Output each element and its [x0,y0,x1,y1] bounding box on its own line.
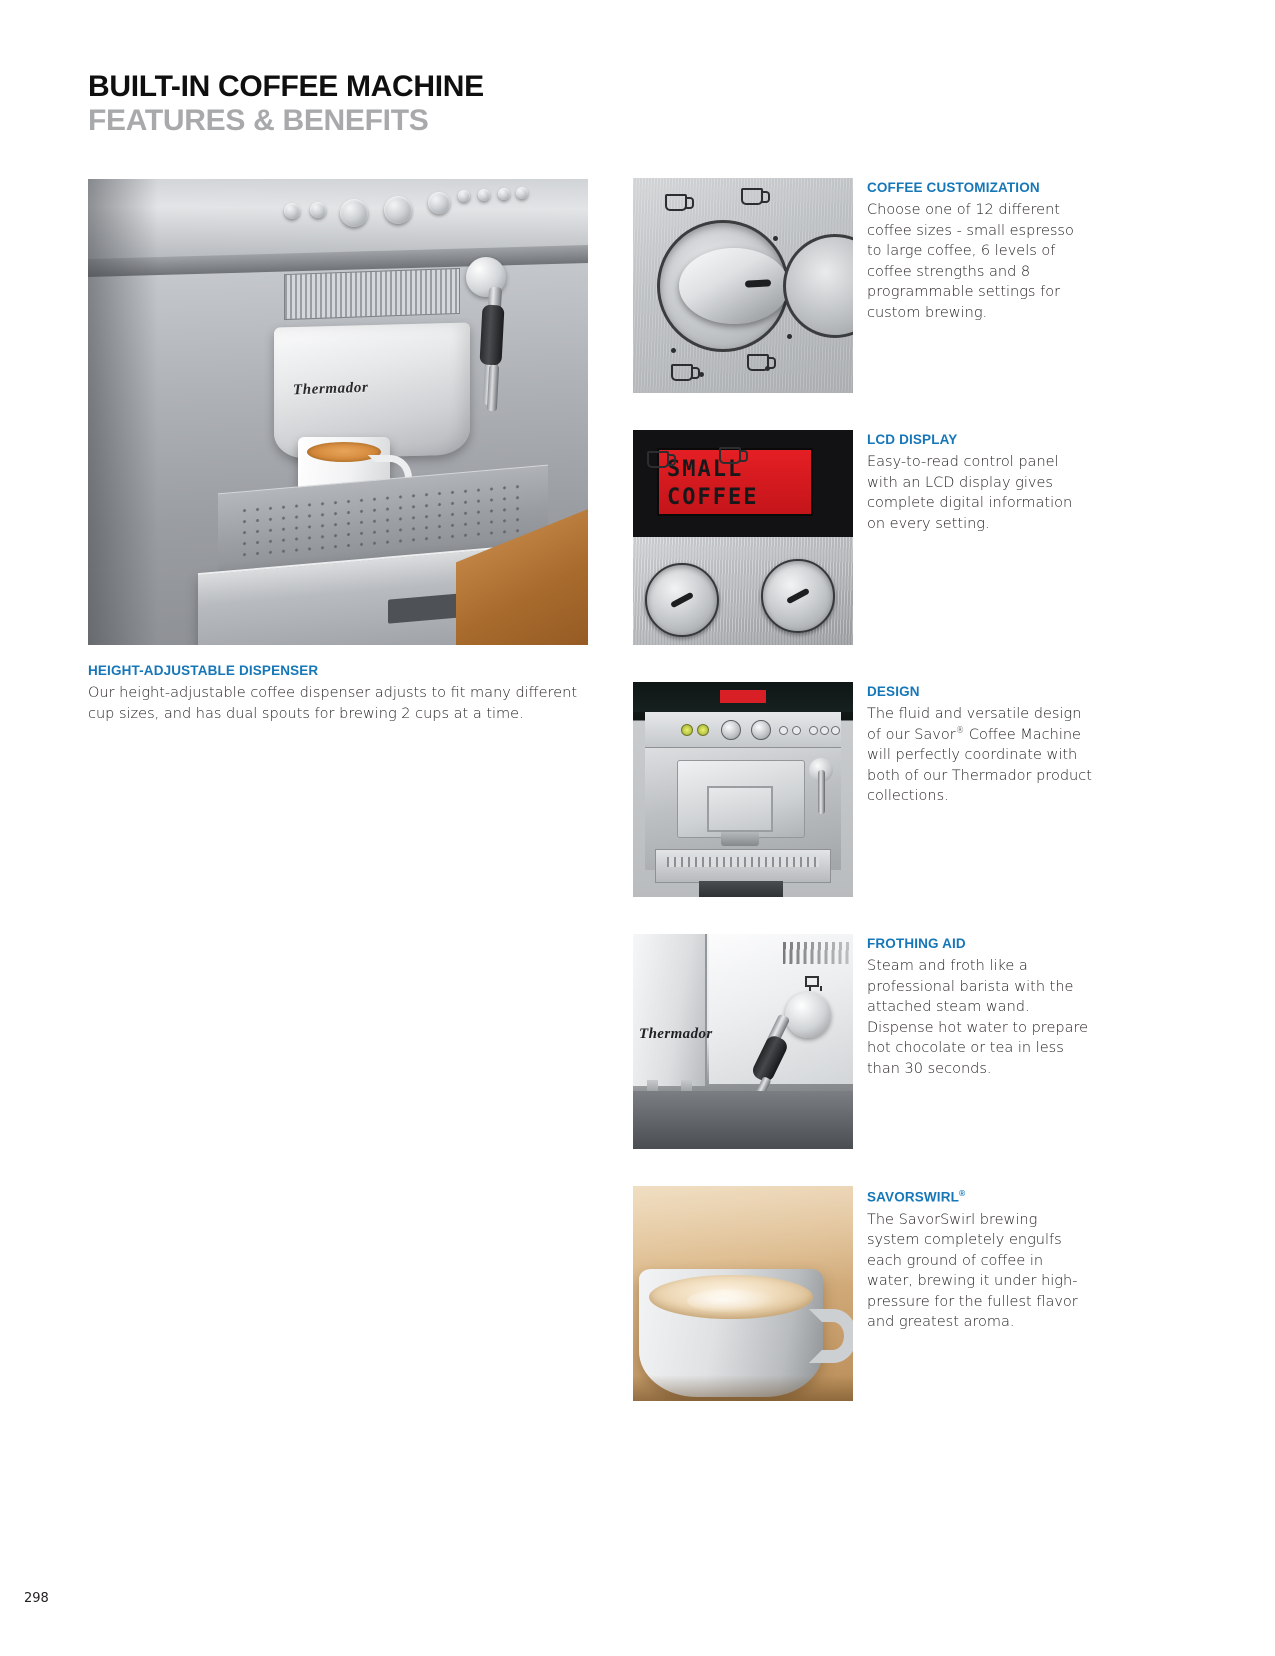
drip-tray-grid [667,857,819,867]
machine-control-knob [428,192,450,214]
machine-side-panel [633,934,707,1086]
feature-body: Choose one of 12 different coffee sizes - small espresso to large coffee, 6 levels of coffee strengths and 8 programmable settings for custom brewing. [867,202,1074,321]
small-cup-icon [665,194,687,211]
hero-photo-height-adjustable-dispenser [88,179,588,645]
feature-row-design [633,682,1093,897]
small-cup-icon [647,451,669,468]
machine-grille [284,268,460,320]
feature-text-frothing-aid [853,934,1093,1079]
feature-body [867,704,1093,807]
page-title-secondary: FEATURES & BENEFITS [88,103,429,137]
red-display-indicator [720,690,766,703]
feature-row-frothing-aid [633,934,1093,1149]
panel-button [792,726,801,735]
right-rotary-knob [761,559,835,633]
feature-text-savorswirl [853,1186,1093,1333]
panel-button [779,726,788,735]
rotary-selector-knob [679,248,789,324]
double-cup-icon [719,447,741,464]
feature-heading [867,1188,1093,1205]
control-panel-strip [633,537,853,645]
machine-indicator-light [310,202,326,218]
steam-wand-grip [479,304,504,365]
dual-spouts [721,832,759,846]
page-number: 298 [24,1591,49,1606]
brand-wordmark: Thermador [292,379,369,399]
panel-button [809,726,818,735]
caption-heading: HEIGHT-ADJUSTABLE DISPENSER [88,663,319,678]
panel-button [820,726,829,735]
registered-mark: ® [959,1188,966,1198]
photo-lcd-display [633,430,853,645]
page-title-primary: BUILT-IN COFFEE MACHINE [88,70,484,103]
machine-button [458,190,470,202]
feature-row-lcd-display [633,430,1093,645]
feature-heading-label: SAVORSWIRL [867,1189,959,1205]
cup-handle [809,1309,853,1363]
panel-markings [783,942,849,964]
machine-button [498,188,510,200]
dispenser-recess [707,786,773,832]
foam-swirl-highlight [687,1289,777,1313]
feature-heading: LCD DISPLAY [867,432,958,447]
machine-button [516,187,528,199]
feature-body: Steam and froth like a professional barista with the attached steam wand. Dispense hot water to prepare hot chocolate or tea in less than 30 seconds. [867,958,1089,1077]
photo-cappuccino-cup [633,1186,853,1401]
panel-knob [751,720,771,740]
feature-body-part-2: Coffee Machine will perfectly coordinate with both of our Thermador product collections. [867,726,1092,805]
status-led [681,724,693,736]
feature-body: Easy-to-read control panel with an LCD display gives complete digital information on every setting. [867,454,1073,532]
steam-icon [805,976,819,987]
photo-frothing-aid [633,934,853,1149]
steam-wand-arm [818,770,825,814]
machine-control-knob [340,199,368,227]
lcd-text-line-2: COFFEE [667,485,759,510]
steam-wand-mount [785,992,831,1038]
page-header [88,70,788,137]
feature-heading: COFFEE CUSTOMIZATION [867,180,1040,195]
feature-text-design [853,682,1093,807]
bottom-drawer [699,881,783,897]
status-led [697,724,709,736]
milk-foam [649,1275,813,1319]
registered-mark: ® [955,725,965,736]
panel-button [831,726,840,735]
feature-body: The SavorSwirl brewing system completely engulfs each ground of coffee in water, brewing it under high-pressure for the fullest flavor and greatest aroma. [867,1211,1078,1331]
features-column [633,178,1093,1438]
caption-body: Our height-adjustable coffee dispenser adjusts to fit many different cup sizes, and has dual spouts for brewing 2 cups at a time. [88,685,578,723]
feature-heading: FROTHING AID [867,936,966,951]
photo-control-knob [633,178,853,393]
machine-top-band [88,179,588,263]
panel-knob [721,720,741,740]
photo-left-shadow [88,179,158,645]
feature-heading: DESIGN [867,684,920,699]
left-rotary-knob [645,563,719,637]
double-cup-icon [741,188,763,205]
small-cup-icon [671,364,693,381]
photo-machine-design [633,682,853,897]
feature-row-coffee-customization [633,178,1093,393]
feature-row-savorswirl [633,1186,1093,1401]
feature-text-lcd-display [853,430,1093,534]
feature-body-part-1: The fluid and versatile design of our Savor [867,706,1082,743]
brand-wordmark-partial: Thermador [639,1026,713,1042]
cup-shadow [633,1375,853,1401]
lcd-text-line-1: SMALL [667,457,744,482]
feature-text-coffee-customization [853,178,1093,323]
machine-indicator-light [284,203,300,219]
machine-button [478,189,490,201]
machine-control-knob [384,196,412,224]
countertop-surface [633,1091,853,1149]
height-adjustable-dispenser-caption [88,663,588,725]
left-column [88,179,588,725]
